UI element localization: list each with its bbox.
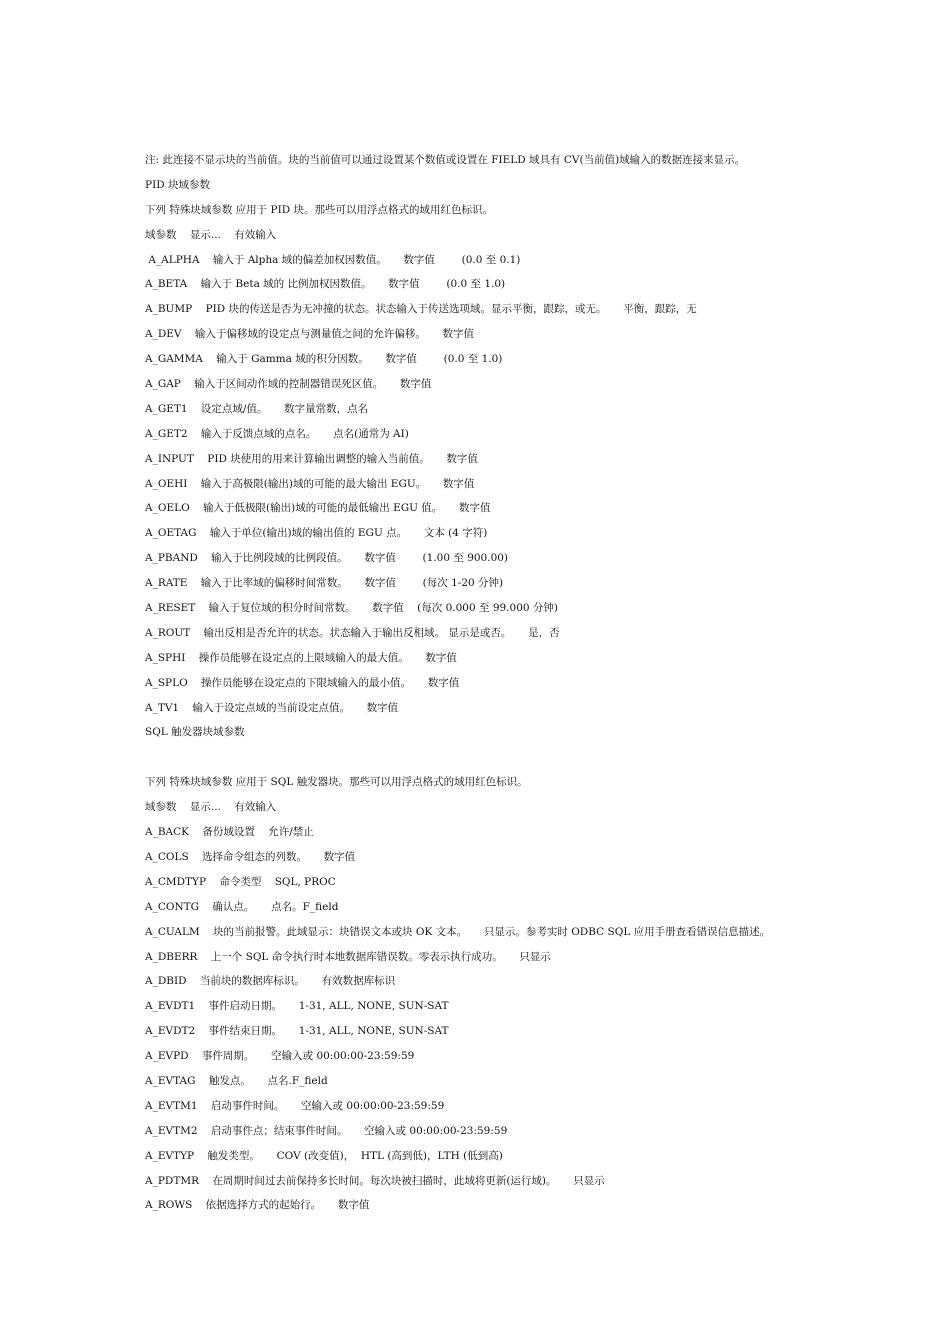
document-content bbox=[145, 148, 925, 1218]
sql-intro-line: 下列 特殊块域参数 应用于 SQL 触发器块。那些可以用浮点格式的域用红色标识。 bbox=[145, 776, 528, 789]
sql-section-heading: SQL 触发器块域参数 bbox=[145, 726, 245, 739]
param-line-a-gap: A_GAP 输入于区间动作域的控制器错误死区值。 数字值 bbox=[145, 378, 432, 391]
param-line-a-evtm1: A_EVTM1 启动事件时间。 空输入或 00:00:00-23:59:59 bbox=[145, 1099, 445, 1112]
param-line-a-bump: A_BUMP PID 块的传送是否为无冲撞的状态。状态输入于传送选项域。显示平衡，跟踪，或无。 平衡，跟踪，无 bbox=[145, 303, 697, 316]
param-line-a-sphi: A_SPHI 操作员能够在设定点的上限域输入的最大值。 数字值 bbox=[145, 651, 457, 664]
param-line-a-cmdtyp: A_CMDTYP 命令类型 SQL, PROC bbox=[145, 875, 336, 888]
param-line-a-splo: A_SPLO 操作员能够在设定点的下限域输入的最小值。 数字值 bbox=[145, 676, 460, 689]
pid-column-header: 域参数 显示... 有效输入 bbox=[145, 228, 277, 241]
param-line-a-cols: A_COLS 选择命令组态的列数。 数字值 bbox=[145, 850, 356, 863]
param-line-a-evtm2: A_EVTM2 启动事件点；结束事件时间。 空输入或 00:00:00-23:59:59 bbox=[145, 1124, 508, 1137]
param-line-a-gamma: A_GAMMA 输入于 Gamma 域的积分因数。 数字值 (0.0 至 1.0) bbox=[145, 353, 503, 366]
note-line: 注: 此连接不显示块的当前值。块的当前值可以通过设置某个数值或设置在 FIELD 域具有 CV(当前值)域输入的数据连接来显示。 bbox=[145, 154, 746, 166]
pid-intro-line: 下列 特殊块域参数 应用于 PID 块。那些可以用浮点格式的域用红色标识。 bbox=[145, 203, 493, 216]
param-line-a-reset: A_RESET 输入于复位域的积分时间常数。 数字值 (每次 0.000 至 99.000 分钟) bbox=[145, 602, 558, 615]
param-line-a-back: A_BACK 备份域设置 允许/禁止 bbox=[145, 826, 314, 839]
param-line-a-cualm: A_CUALM 块的当前报警。此域显示：块错误文本或块 OK 文本。 只显示。参考实时 ODBC SQL 应用手册查看错误信息描述。 bbox=[145, 925, 771, 938]
pid-section-heading: PID 块域参数 bbox=[145, 178, 210, 191]
param-line-a-evtyp: A_EVTYP 触发类型。 COV (改变值)， HTL (高到低)，LTH (低到高) bbox=[145, 1149, 503, 1162]
blank-line bbox=[145, 745, 925, 770]
param-line-a-get2: A_GET2 输入于反馈点域的点名。 点名(通常为 AI) bbox=[145, 427, 409, 440]
param-line-a-evpd: A_EVPD 事件周期。 空输入或 00:00:00-23:59:59 bbox=[145, 1050, 415, 1063]
param-line-a-dev: A_DEV 输入于偏移域的设定点与测量值之间的允许偏移。 数字值 bbox=[145, 328, 475, 341]
param-line-a-evtag: A_EVTAG 触发点。 点名.F_field bbox=[145, 1074, 328, 1087]
param-line-a-rout: A_ROUT 输出反相是否允许的状态。状态输入于输出反相域。 显示是或否。 是，否 bbox=[145, 626, 560, 639]
param-line-a-pband: A_PBAND 输入于比例段域的比例段值。 数字值 (1.00 至 900.00) bbox=[145, 552, 509, 565]
param-line-a-oetag: A_OETAG 输入于单位(输出)域的输出值的 EGU 点。 文本 (4 字符) bbox=[145, 527, 488, 540]
param-line-a-alpha: A_ALPHA 输入于 Alpha 域的偏差加权因数值。 数字值 (0.0 至 0.1) bbox=[145, 253, 521, 266]
param-line-a-contg: A_CONTG 确认点。 点名。F_field bbox=[145, 900, 339, 913]
param-line-a-rate: A_RATE 输入于比率域的偏移时间常数。 数字值 (每次 1-20 分钟) bbox=[145, 577, 504, 590]
sql-column-header: 域参数 显示... 有效输入 bbox=[145, 801, 277, 814]
param-line-a-oehi: A_OEHI 输入于高极限(输出)域的可能的最大输出 EGU。 数字值 bbox=[145, 477, 475, 490]
param-line-a-beta: A_BETA 输入于 Beta 域的 比例加权因数值。 数字值 (0.0 至 1.0) bbox=[145, 278, 506, 291]
param-line-a-dberr: A_DBERR 上一个 SQL 命令执行时本地数据库错误数。零表示执行成功。 只显示 bbox=[145, 950, 551, 963]
param-line-a-get1: A_GET1 设定点域/值。 数字量常数，点名 bbox=[145, 402, 369, 415]
param-line-a-rows: A_ROWS 依据选择方式的起始行。 数字值 bbox=[145, 1199, 370, 1212]
param-line-a-oelo: A_OELO 输入于低极限(输出)域的可能的最低输出 EGU 值。 数字值 bbox=[145, 502, 491, 515]
param-line-a-dbid: A_DBID 当前块的数据库标识。 有效数据库标识 bbox=[145, 975, 396, 988]
param-line-a-input: A_INPUT PID 块使用的用来计算输出调整的输入当前值。 数字值 bbox=[145, 452, 478, 465]
param-line-a-tv1: A_TV1 输入于设定点域的当前设定点值。 数字值 bbox=[145, 701, 399, 714]
param-line-a-pdtmr: A_PDTMR 在周期时间过去前保持多长时间。每次块被扫描时，此域将更新(运行域)。 只显示 bbox=[145, 1174, 605, 1187]
param-line-a-evdt1: A_EVDT1 事件启动日期。 1-31, ALL, NONE, SUN-SAT bbox=[145, 1000, 449, 1013]
param-line-a-evdt2: A_EVDT2 事件结束日期。 1-31, ALL, NONE, SUN-SAT bbox=[145, 1025, 449, 1038]
